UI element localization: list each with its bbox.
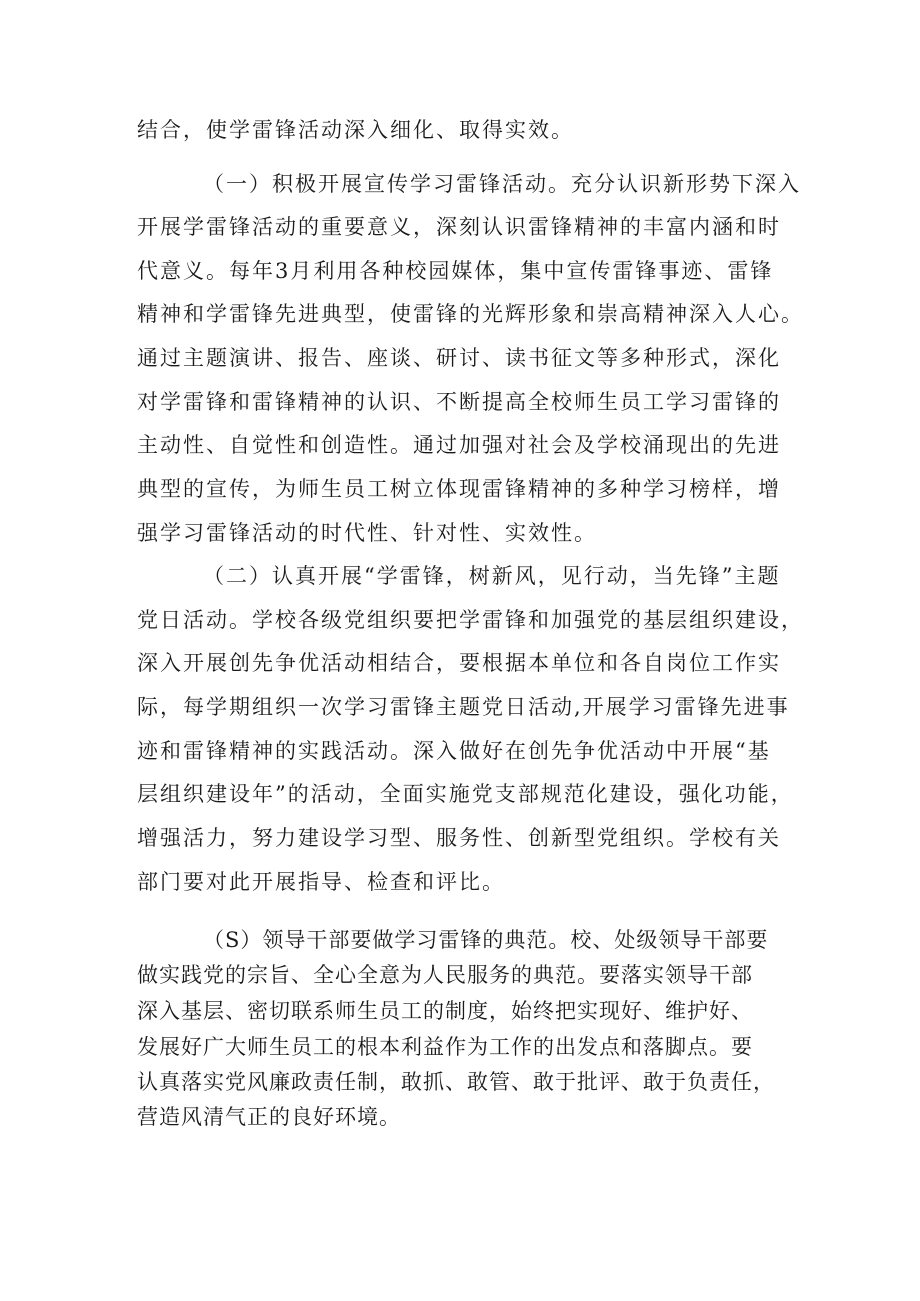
paragraph-line: 强学习雷锋活动的时代性、针对性、实效性。	[137, 521, 597, 545]
paragraph-line: 精神和学雷锋先进典型，使雷锋的光辉形象和崇高精神深入人心。	[137, 302, 804, 326]
paragraph-line: 迹和雷锋精神的实践活动。深入做好在创先争优活动中开展“基	[137, 739, 771, 763]
section-heading-line: （S）领导干部要做学习雷锋的典范。校、处级领导干部要	[203, 928, 769, 952]
paragraph-line: 认真落实党风廉政责任制，敢抓、敢管、敢于批评、敢于负责任，	[137, 1070, 775, 1094]
paragraph-line: 开展学雷锋活动的重要意义，深刻认识雷锋精神的丰富内涵和时	[137, 215, 781, 239]
paragraph-line: 党日活动。学校各级党组织要把学雷锋和加强党的基层组织建设，	[137, 608, 804, 632]
paragraph-line: 典型的宣传，为师生员工树立体现雷锋精神的多种学习榜样，增	[137, 477, 781, 501]
paragraph-line: 做实践党的宗旨、全心全意为人民服务的典范。要落实领导干部	[137, 963, 753, 987]
paragraph-line: 际，每学期组织一次学习雷锋主题党日活动,开展学习雷锋先进事	[137, 695, 790, 719]
paragraph-line: 层组织建设年”的活动，全面实施党支部规范化建设，强化功能，	[137, 782, 794, 806]
paragraph-line: 代意义。每年3月利用各种校园媒体，集中宣传雷锋事迹、雷锋	[137, 259, 774, 283]
section-heading-line: （二）认真开展“学雷锋，树新风，见行动，当先锋”主题	[203, 564, 781, 588]
paragraph-line: 增强活力，努力建设学习型、服务性、创新型党组织。学校有关	[137, 826, 781, 850]
paragraph-line: 发展好广大师生员工的根本利益作为工作的出发点和落脚点。要	[137, 1035, 753, 1059]
paragraph-line: 对学雷锋和雷锋精神的认识、不断提高全校师生员工学习雷锋的	[137, 390, 781, 414]
paragraph-line: 营造风清气正的良好环境。	[137, 1105, 401, 1129]
paragraph-line: 结合，使学雷锋活动深入细化、取得实效。	[137, 118, 574, 142]
paragraph-line: 深入基层、密切联系师生员工的制度，始终把实现好、维护好、	[137, 999, 753, 1023]
paragraph-line: 深入开展创先争优活动相结合，要根据本单位和各自岗位工作实	[137, 651, 781, 675]
paragraph-line: 主动性、自觉性和创造性。通过加强对社会及学校涌现出的先进	[137, 433, 781, 457]
section-heading-line: （一）积极开展宣传学习雷锋活动。充分认识新形势下深入	[203, 172, 801, 196]
paragraph-line: 部门要对此开展指导、检查和评比。	[137, 870, 505, 894]
paragraph-line: 通过主题演讲、报告、座谈、研讨、读书征文等多种形式，深化	[137, 346, 781, 370]
